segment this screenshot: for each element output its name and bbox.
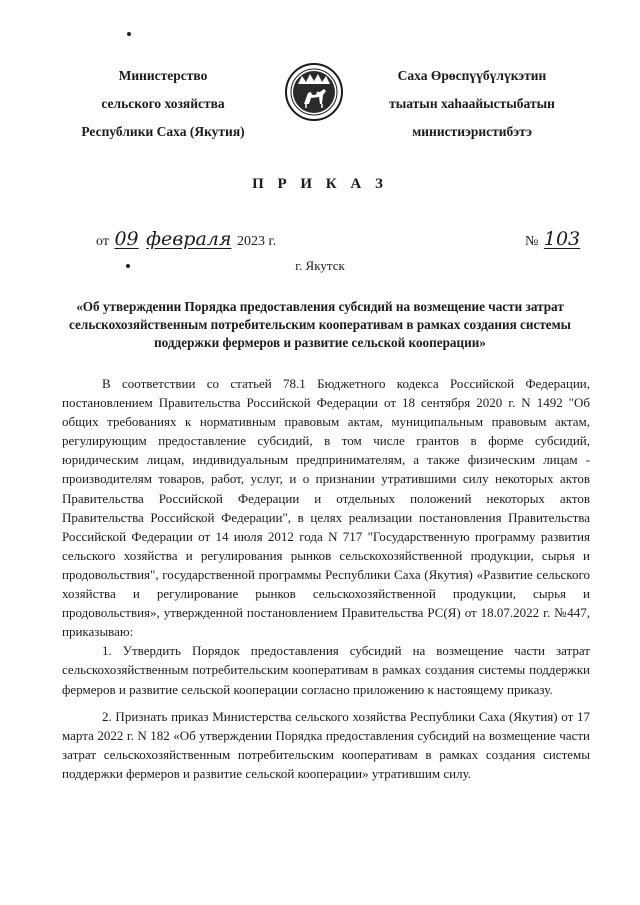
scan-mark [127, 32, 131, 36]
date-day-handwritten: 09 [114, 228, 139, 250]
order-body [62, 374, 590, 783]
ministry-name-russian [58, 62, 268, 146]
ministry-name-line: Саха Өрөспүүбүлүкэтин [397, 68, 547, 83]
date-month-handwritten: февраля [146, 228, 232, 250]
document-type-title: П Р И К А З [252, 176, 388, 192]
body-paragraph: В соответствии со статьей 78.1 Бюджетного кодекса Российской Федерации, постановлением Правительства Российской Федерации от 18 сентября 2020 г. N 1492 "Об общих требованиях к нормативным правовым актам, муниципальным правовым актам, регулирующим предоставление субсидий, в том числе грантов в форме субсидий, юридическим лицам, индивидуальным предпринимателям, а также физическим лицам - производителям товаров, работ, услуг, и о признании утратившими силу некоторых актов Правительства Российской Федерации и отдельных положений некоторых актов Правительства Российской Федерации", в целях реализации постановления Правительства Российской Федерации от 14 июля 2012 года N 717 "Государственную программу развития сельского хозяйства и регулирования рынков сельскохозяйственной продукции, сырья и продовольствия", государственной программы Республики Саха (Якутия) «Развитие сельского хозяйства и регулирование рынков сельскохозяйственной продукции, сырья и продовольствия», утвержденной постановлением Правительства РС(Я) от 18.07.2022 г. №447, приказываю: [62, 376, 590, 640]
ministry-name-line: Министерство [118, 68, 208, 83]
ministry-name-line: сельского хозяйства [101, 96, 225, 111]
order-number [525, 228, 582, 250]
ministry-name-yakut [368, 62, 576, 146]
number-value-handwritten: 103 [543, 228, 581, 250]
coat-of-arms-icon [284, 62, 344, 122]
body-paragraph: 2. Признать приказ Министерства сельского хозяйства Республики Саха (Якутия) от 17 марта 2022 г. N 182 «Об утверждении Порядка предоставления субсидий на возмещение части затрат сельскохозяйственным потребительским кооперативам в рамках создания системы поддержки фермеров и развитие сельской кооперации» утратившим силу. [62, 708, 590, 781]
order-date [96, 228, 276, 250]
body-paragraph: 1. Утвердить Порядок предоставления субсидий на возмещение части затрат сельскохозяйственным потребительским кооперативам в рамках создания системы поддержки фермеров и развитие сельской кооперации согласно приложению к настоящему приказу. [62, 643, 590, 697]
date-year: 2023 г. [236, 234, 277, 249]
ministry-name-line: тыатын хаһаайыстыбатын [389, 96, 555, 111]
number-prefix: № [525, 234, 539, 249]
ministry-name-line: Республики Саха (Якутия) [81, 124, 245, 139]
city-name: г. Якутск [295, 258, 345, 273]
order-subject: «Об утверждении Порядка предоставления субсидий на возмещение части затрат сельскохозяйственным потребительским кооперативам в рамках создания системы поддержки фермеров и развитие сельской кооперации» [69, 299, 571, 350]
ministry-name-line: министиэристибэтэ [412, 124, 532, 139]
date-prefix: от [96, 234, 109, 249]
